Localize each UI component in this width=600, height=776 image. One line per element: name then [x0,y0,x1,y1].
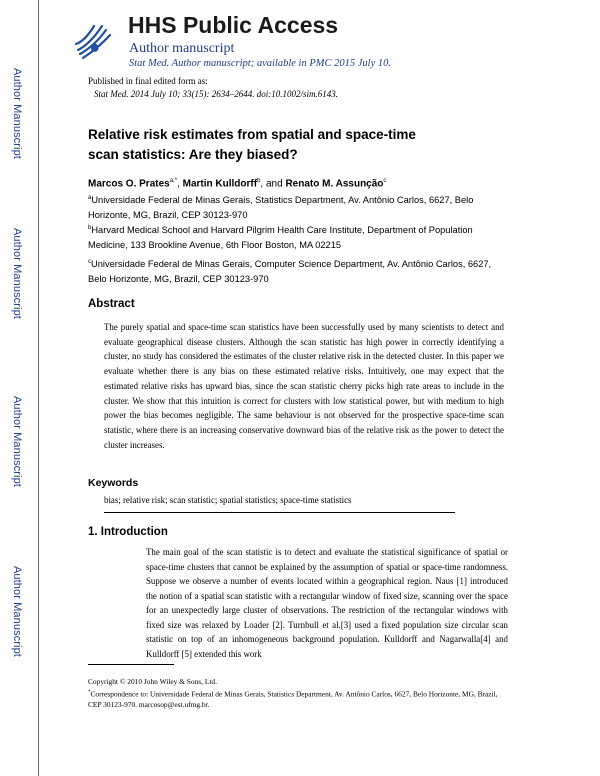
author-list: Marcos O. Prates$^{a,*}$, Martin Kulldorff$^b$, and Renato M. Assunção$^c$ [88,178,387,190]
introduction-heading: 1. Introduction [88,526,168,538]
paper-title: Relative risk estimates from spatial and space-time scan statistics: Are they biased? [88,127,416,162]
published-note: Published in final edited form as: [88,76,208,86]
copyright-footnote: Copyright © 2010 John Wiley & Sons, Ltd. [88,677,217,686]
abstract-heading: Abstract [88,298,135,310]
affiliation-a: $^a$Universidade Federal de Minas Gerais, Statistics Department, Av. Antônio Carlos, 6627, Belo Horizonte, MG, Brazil, CEP 30123-970 [88,195,474,220]
author-manuscript-subtitle: Author manuscript [129,41,235,56]
introduction-text: The main goal of the scan statistic is to detect and evaluate the statistical significance of spatial or space-time clusters that cannot be explained by the assumption of spatial or space-time randomness. Suppose we observe a number of events located within a geographical region. Naus [1] introduced the notion of a spatial scan statistic with a rectangular window of fixed size, scanning over the space for an unexpectedly large cluster of observations. The restriction of the rectangular windows with fixed size was relaxed by Loader [2]. Turnbull et al.[3] used a fixed population size circular scan statistic on top of an inhomogeneous background population. Kulldorff and Nagarwalla[4] and Kulldorff [5] extended this work [146,547,508,659]
keywords-text: bias; relative risk; scan statistic; spatial statistics; space-time statistics [104,495,352,505]
author-manuscript-sidebar [0,0,52,776]
keywords-heading: Keywords [88,477,139,489]
hhs-eagle-logo-icon [72,20,114,62]
correspondence-footnote: *Correspondence to: Universidade Federal de Minas Gerais, Statistics Department, Av. Antônio Carlos, 6627, Belo Horizonte, MG, Brazil, CEP 30123-970. marcosop@est.ufmg.br. [88,689,498,709]
sidebar-label: Author Manuscript [11,227,23,319]
footnote-rule [88,664,174,665]
hhs-public-access-title: HHS Public Access [128,12,339,38]
sidebar-divider [38,0,39,776]
sidebar-label: Author Manuscript [11,67,23,159]
author-name: Martin Kulldorff [182,178,258,190]
affiliation-c: $^c$Universidade Federal de Minas Gerais, Computer Science Department, Av. Antônio Carlos, 6627, Belo Horizonte, MG, Brazil, CEP 30123-970 [88,259,492,284]
affiliation-b: $^b$Harvard Medical School and Harvard Pilgrim Health Care Institute, Department of Population Medicine, 133 Brookline Avenue, 6th Floor Boston, MA 02215 [88,225,473,250]
published-citation: Stat Med. 2014 July 10; 33(15): 2634–2644. doi:10.1002/sim.6143. [94,89,338,99]
sidebar-label: Author Manuscript [11,565,23,657]
author-name: Marcos O. Prates [88,178,170,190]
abstract-text: The purely spatial and space-time scan statistics have been successfully used by many scientists to detect and evaluate geographical disease clusters. Although the scan statistic has high power in correctly identifying a cluster, no study has considered the estimates of the cluster relative risk in the detected cluster. In this paper we evaluate whether there is any bias on these estimated relative risks. Intuitively, one may expect that the estimated relative risks has upward bias, since the scan statistic cherry picks high rate areas to include in the cluster. We show that this intuition is correct for clusters with low statistical power, but with medium to high power the bias becomes negligible. The same behaviour is not observed for the prospective space-time scan statistic, where there is an increasing conservative downward bias of the relative risk as the power to detect the cluster increases. [104,322,504,450]
keywords-rule [104,512,455,513]
author-name: Renato M. Assunção [285,178,384,190]
sidebar-label: Author Manuscript [11,395,23,487]
source-citation: Stat Med. Author manuscript; available in PMC 2015 July 10. [129,58,391,69]
